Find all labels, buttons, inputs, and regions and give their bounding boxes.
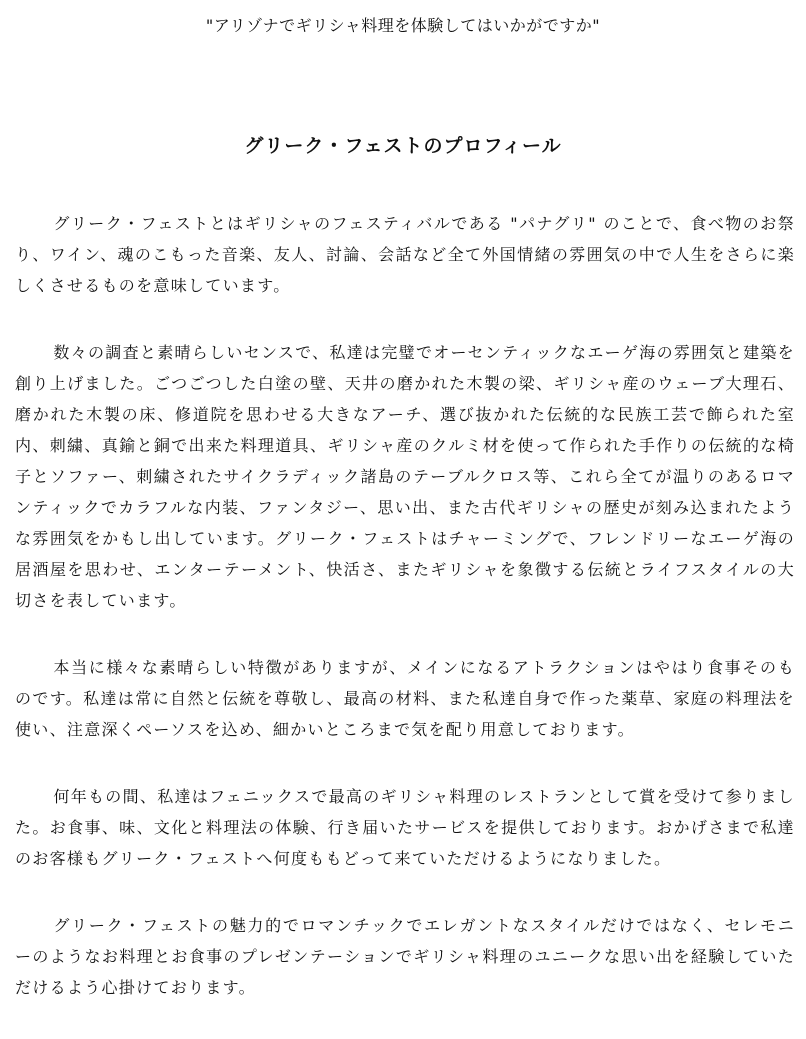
paragraph-awards: 何年もの間、私達はフェニックスで最高のギリシャ料理のレストランとして賞を受けて参りました。お食事、味、文化と料理法の体験、行き届いたサービスを提供しております。おかげさまで私達のお客様もグリーク・フェストへ何度ももどって来ていただけるようになりました。 <box>15 787 795 868</box>
page-tagline: "アリゾナでギリシャ料理を体験してはいかがですか" <box>205 16 601 35</box>
article-body <box>15 208 795 1039</box>
paragraph-style: グリーク・フェストの魅力的でロマンチックでエレガントなスタイルだけではなく、セレモニーのようなお料理とお食事のプレゼンテーションでギリシャ料理のユニークな思い出を経験していただけるよう心掛けております。 <box>15 916 795 997</box>
paragraph-food: 本当に様々な素晴らしい特徴がありますが、メインになるアトラクションはやはり食事そのものです。私達は常に自然と伝統を尊敬し、最高の材料、また私達自身で作った薬草、家庭の料理法を使い、注意深くペーソスを込め、細かいところまで気を配り用意しております。 <box>15 658 795 739</box>
page-title: グリーク・フェストのプロフィール <box>244 135 562 157</box>
paragraph-atmosphere: 数々の調査と素晴らしいセンスで、私達は完璧でオーセンティックなエーゲ海の雰囲気と建築を創り上げました。ごつごつした白塗の壁、天井の磨かれた木製の梁、ギリシャ産のウェーブ大理石、磨かれた木製の床、修道院を思わせる大きなアーチ、選び抜かれた伝統的な民族工芸で飾られた室内、刺繍、真鍮と銅で出来た料理道具、ギリシャ産のクルミ材を使って作られた手作りの伝統的な椅子とソファー、刺繍されたサイクラディック諸島のテーブルクロス等、これら全てが温りのあるロマンティックでカラフルな内装、ファンタジー、思い出、また古代ギリシャの歴史が刻み込まれたような雰囲気をかもし出しています。グリーク・フェストはチャーミングで、フレンドリーなエーゲ海の居酒屋を思わせ、エンターテーメント、快活さ、またギリシャを象徴する伝統とライフスタイルの大切さを表しています。 <box>15 343 795 610</box>
paragraph-intro: グリーク・フェストとはギリシャのフェスティバルである "パナグリ" のことで、食べ物のお祭り、ワイン、魂のこもった音楽、友人、討論、会話など全て外国情緒の雰囲気の中で人生をさらに楽しくさせるものを意味しています。 <box>15 214 795 295</box>
